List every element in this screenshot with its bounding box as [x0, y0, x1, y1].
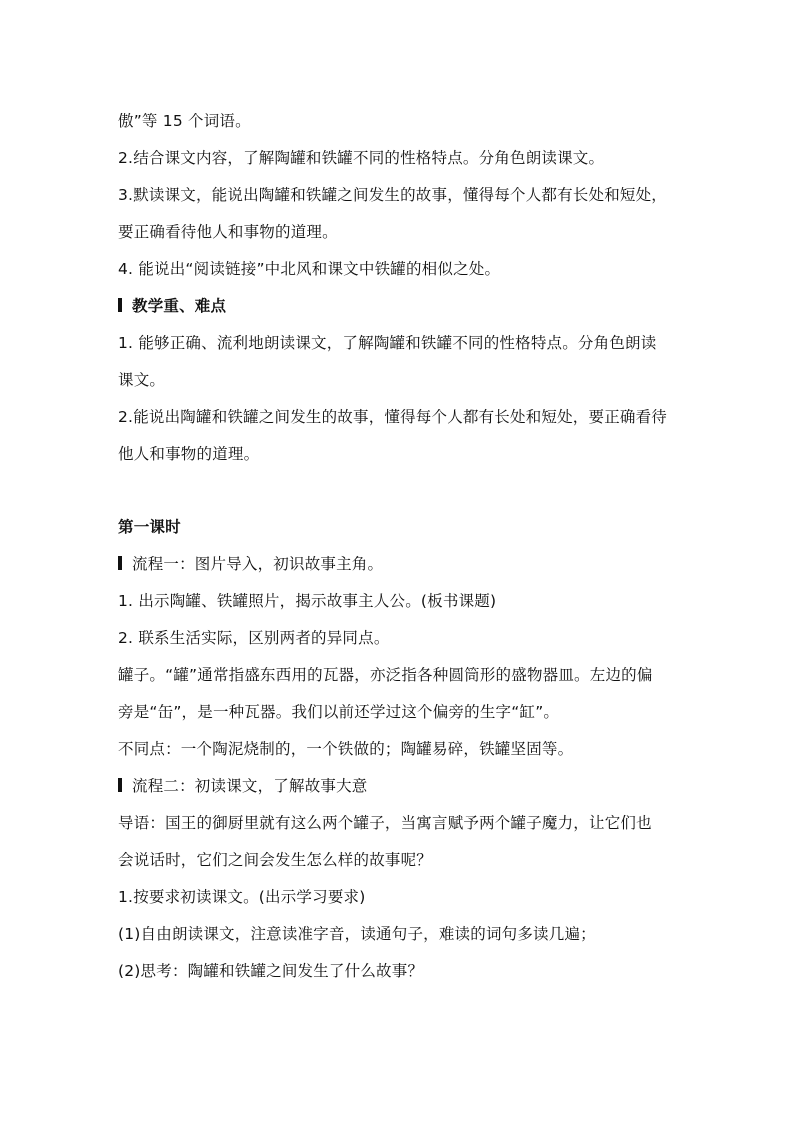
step-1-item-1: 1. 出示陶罐、铁罐照片，揭示故事主人公。(板书课题)	[118, 592, 497, 610]
step-1-diff: 不同点：一个陶泥烧制的，一个铁做的；陶罐易碎，铁罐坚固等。	[118, 740, 574, 758]
step-2-item-1: 1.按要求初读课文。(出示学习要求)	[118, 888, 366, 906]
step-1-item-2: 2. 联系生活实际，区别两者的异同点。	[118, 629, 390, 647]
goal-line-1: 傲”等 15 个词语。	[118, 112, 251, 130]
lesson-title: 第一课时	[118, 518, 181, 536]
section-marker-icon	[118, 556, 122, 570]
key-point-line-2b: 他人和事物的道理。	[118, 445, 260, 463]
key-points-heading-row	[118, 296, 688, 316]
key-points-heading: 教学重、难点	[132, 297, 227, 315]
step-1-heading-row	[118, 554, 688, 574]
key-point-line-1b: 课文。	[118, 371, 166, 389]
step-2-sub-1: (1)自由朗读课文，注意读准字音，读通句子，难读的词句多读几遍；	[118, 925, 596, 943]
step-2-sub-2: (2)思考：陶罐和铁罐之间发生了什么故事？	[118, 962, 424, 980]
goal-line-3b: 要正确看待他人和事物的道理。	[118, 223, 338, 241]
goal-line-2: 2.结合课文内容，了解陶罐和铁罐不同的性格特点。分角色朗读课文。	[118, 149, 605, 167]
step-2-heading-row	[118, 776, 688, 796]
step-2-intro-a: 导语：国王的御厨里就有这么两个罐子，当寓言赋予两个罐子魔力，让它们也	[118, 814, 652, 832]
goal-line-4: 4. 能说出“阅读链接”中北风和课文中铁罐的相似之处。	[118, 260, 501, 278]
step-1-para-a: 罐子。“罐”通常指盛东西用的瓦器，亦泛指各种圆筒形的盛物器皿。左边的偏	[118, 666, 653, 684]
step-2-heading: 流程二：初读课文，了解故事大意	[132, 777, 368, 795]
section-marker-icon	[118, 298, 122, 312]
key-point-line-2a: 2.能说出陶罐和铁罐之间发生的故事，懂得每个人都有长处和短处，要正确看待	[118, 408, 667, 426]
step-1-heading: 流程一：图片导入，初识故事主角。	[132, 555, 384, 573]
step-1-para-b: 旁是“缶”，是一种瓦器。我们以前还学过这个偏旁的生字“缸”。	[118, 703, 560, 721]
key-point-line-1a: 1. 能够正确、流利地朗读课文，了解陶罐和铁罐不同的性格特点。分角色朗读	[118, 334, 657, 352]
step-2-intro-b: 会说话时，它们之间会发生怎么样的故事呢？	[118, 851, 433, 869]
section-marker-icon	[118, 778, 122, 792]
goal-line-3a: 3.默读课文，能说出陶罐和铁罐之间发生的故事，懂得每个人都有长处和短处，	[118, 186, 667, 204]
